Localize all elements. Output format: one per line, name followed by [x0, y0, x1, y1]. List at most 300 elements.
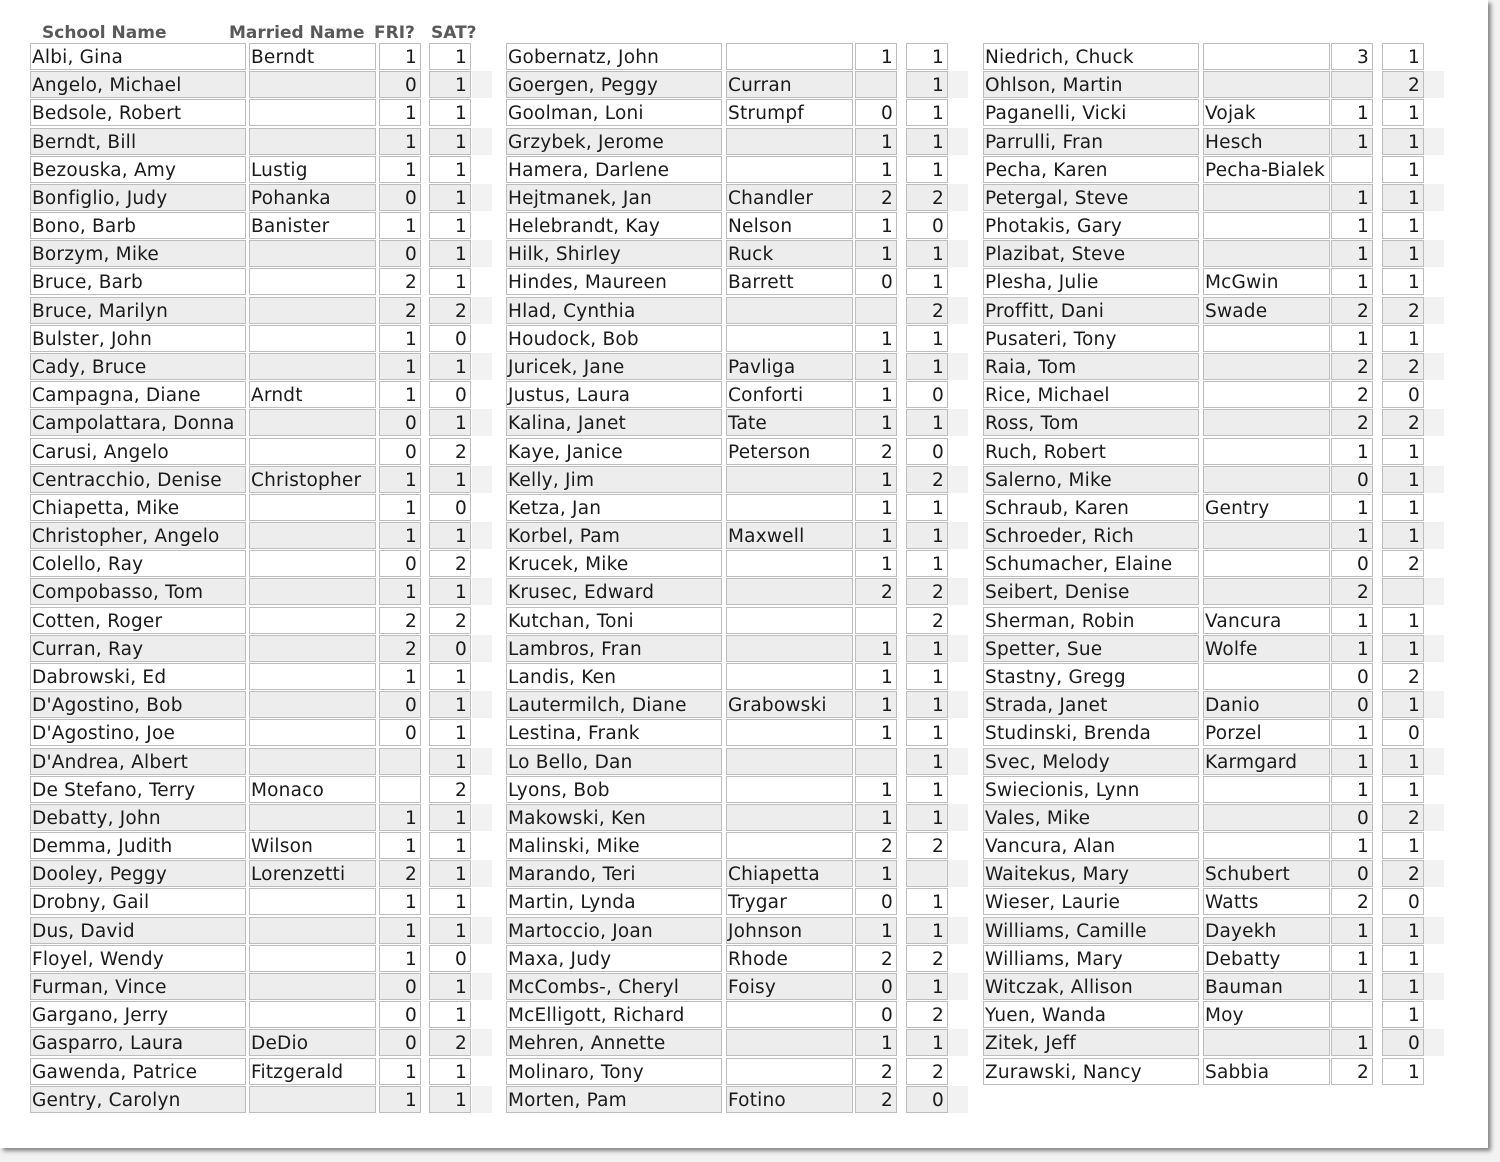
- school-name-cell[interactable]: Parrulli, Fran: [983, 128, 1199, 155]
- fri-count-cell[interactable]: 3: [1331, 43, 1373, 70]
- school-name-cell[interactable]: Hlad, Cynthia: [506, 297, 722, 324]
- fri-count-cell[interactable]: 1: [1331, 635, 1373, 662]
- sat-count-cell[interactable]: 2: [1382, 71, 1424, 98]
- school-name-cell[interactable]: Schroeder, Rich: [983, 522, 1199, 549]
- married-name-cell[interactable]: [1203, 353, 1330, 380]
- sat-count-cell[interactable]: 1: [1382, 268, 1424, 295]
- fri-count-cell[interactable]: 0: [855, 1001, 897, 1028]
- fri-count-cell[interactable]: 2: [379, 607, 421, 634]
- school-name-cell[interactable]: Martin, Lynda: [506, 888, 722, 915]
- fri-count-cell[interactable]: [855, 297, 897, 324]
- school-name-cell[interactable]: Studinski, Brenda: [983, 719, 1199, 746]
- sat-count-cell[interactable]: 1: [429, 973, 471, 1000]
- fri-count-cell[interactable]: 1: [379, 1058, 421, 1085]
- school-name-cell[interactable]: Dooley, Peggy: [30, 860, 246, 887]
- sat-count-cell[interactable]: 1: [429, 71, 471, 98]
- fri-count-cell[interactable]: 1: [379, 804, 421, 831]
- fri-count-cell[interactable]: 2: [1331, 409, 1373, 436]
- fri-count-cell[interactable]: 1: [855, 663, 897, 690]
- fri-count-cell[interactable]: 1: [1331, 917, 1373, 944]
- school-name-cell[interactable]: Niedrich, Chuck: [983, 43, 1199, 70]
- fri-count-cell[interactable]: 1: [379, 212, 421, 239]
- sat-count-cell[interactable]: 2: [1382, 297, 1424, 324]
- sat-count-cell[interactable]: 1: [1382, 522, 1424, 549]
- sat-count-cell[interactable]: 2: [906, 1058, 948, 1085]
- school-name-cell[interactable]: Gawenda, Patrice: [30, 1058, 246, 1085]
- married-name-cell[interactable]: Monaco: [249, 776, 376, 803]
- married-name-cell[interactable]: [249, 748, 376, 775]
- sat-count-cell[interactable]: 0: [1382, 719, 1424, 746]
- school-name-cell[interactable]: Campolattara, Donna: [30, 409, 246, 436]
- school-name-cell[interactable]: Raia, Tom: [983, 353, 1199, 380]
- married-name-cell[interactable]: Wilson: [249, 832, 376, 859]
- school-name-cell[interactable]: Plesha, Julie: [983, 268, 1199, 295]
- school-name-cell[interactable]: Landis, Ken: [506, 663, 722, 690]
- sat-count-cell[interactable]: 1: [1382, 1058, 1424, 1085]
- sat-count-cell[interactable]: 1: [1382, 184, 1424, 211]
- fri-count-cell[interactable]: 0: [379, 719, 421, 746]
- fri-count-cell[interactable]: 1: [855, 240, 897, 267]
- fri-count-cell[interactable]: 0: [379, 1029, 421, 1056]
- fri-count-cell[interactable]: 1: [855, 494, 897, 521]
- sat-count-cell[interactable]: 1: [1382, 99, 1424, 126]
- sat-count-cell[interactable]: 0: [906, 438, 948, 465]
- married-name-cell[interactable]: Rhode: [726, 945, 853, 972]
- fri-count-cell[interactable]: [1331, 71, 1373, 98]
- fri-count-cell[interactable]: 1: [855, 804, 897, 831]
- school-name-cell[interactable]: Hamera, Darlene: [506, 156, 722, 183]
- married-name-cell[interactable]: Banister: [249, 212, 376, 239]
- fri-count-cell[interactable]: 1: [379, 325, 421, 352]
- married-name-cell[interactable]: [726, 1058, 853, 1085]
- married-name-cell[interactable]: Arndt: [249, 381, 376, 408]
- sat-count-cell[interactable]: 1: [429, 1086, 471, 1113]
- fri-count-cell[interactable]: 1: [855, 719, 897, 746]
- school-name-cell[interactable]: Bezouska, Amy: [30, 156, 246, 183]
- sat-count-cell[interactable]: 0: [906, 212, 948, 239]
- school-name-cell[interactable]: Dabrowski, Ed: [30, 663, 246, 690]
- school-name-cell[interactable]: Compobasso, Tom: [30, 578, 246, 605]
- married-name-cell[interactable]: Wolfe: [1203, 635, 1330, 662]
- fri-count-cell[interactable]: 1: [1331, 973, 1373, 1000]
- married-name-cell[interactable]: [726, 1029, 853, 1056]
- school-name-cell[interactable]: Gargano, Jerry: [30, 1001, 246, 1028]
- school-name-cell[interactable]: Dus, David: [30, 917, 246, 944]
- sat-count-cell[interactable]: 0: [429, 635, 471, 662]
- school-name-cell[interactable]: Stastny, Gregg: [983, 663, 1199, 690]
- married-name-cell[interactable]: [726, 466, 853, 493]
- sat-count-cell[interactable]: 1: [906, 776, 948, 803]
- sat-count-cell[interactable]: 2: [1382, 409, 1424, 436]
- school-name-cell[interactable]: Krusec, Edward: [506, 578, 722, 605]
- school-name-cell[interactable]: Cady, Bruce: [30, 353, 246, 380]
- fri-count-cell[interactable]: 2: [1331, 888, 1373, 915]
- fri-count-cell[interactable]: 1: [855, 409, 897, 436]
- married-name-cell[interactable]: Lorenzetti: [249, 860, 376, 887]
- sat-count-cell[interactable]: 1: [906, 635, 948, 662]
- sat-count-cell[interactable]: 1: [906, 99, 948, 126]
- fri-count-cell[interactable]: 0: [379, 71, 421, 98]
- married-name-cell[interactable]: Fitzgerald: [249, 1058, 376, 1085]
- school-name-cell[interactable]: Justus, Laura: [506, 381, 722, 408]
- fri-count-cell[interactable]: 1: [1331, 719, 1373, 746]
- sat-count-cell[interactable]: 1: [906, 353, 948, 380]
- married-name-cell[interactable]: [1203, 409, 1330, 436]
- school-name-cell[interactable]: Kalina, Janet: [506, 409, 722, 436]
- married-name-cell[interactable]: [726, 832, 853, 859]
- sat-count-cell[interactable]: 0: [429, 945, 471, 972]
- married-name-cell[interactable]: [249, 240, 376, 267]
- sat-count-cell[interactable]: 2: [429, 776, 471, 803]
- school-name-cell[interactable]: Martoccio, Joan: [506, 917, 722, 944]
- school-name-cell[interactable]: Molinaro, Tony: [506, 1058, 722, 1085]
- married-name-cell[interactable]: [1203, 438, 1330, 465]
- school-name-cell[interactable]: Cotten, Roger: [30, 607, 246, 634]
- married-name-cell[interactable]: [1203, 804, 1330, 831]
- married-name-cell[interactable]: Watts: [1203, 888, 1330, 915]
- fri-count-cell[interactable]: 1: [379, 43, 421, 70]
- married-name-cell[interactable]: [249, 550, 376, 577]
- married-name-cell[interactable]: [249, 268, 376, 295]
- school-name-cell[interactable]: Plazibat, Steve: [983, 240, 1199, 267]
- married-name-cell[interactable]: Trygar: [726, 888, 853, 915]
- married-name-cell[interactable]: [249, 1001, 376, 1028]
- school-name-cell[interactable]: Malinski, Mike: [506, 832, 722, 859]
- fri-count-cell[interactable]: 0: [1331, 860, 1373, 887]
- fri-count-cell[interactable]: 0: [855, 888, 897, 915]
- married-name-cell[interactable]: [726, 43, 853, 70]
- fri-count-cell[interactable]: 2: [855, 1086, 897, 1113]
- fri-count-cell[interactable]: 0: [1331, 691, 1373, 718]
- fri-count-cell[interactable]: 1: [379, 381, 421, 408]
- married-name-cell[interactable]: [1203, 663, 1330, 690]
- married-name-cell[interactable]: [249, 494, 376, 521]
- married-name-cell[interactable]: [249, 128, 376, 155]
- fri-count-cell[interactable]: 1: [855, 1029, 897, 1056]
- school-name-cell[interactable]: D'Andrea, Albert: [30, 748, 246, 775]
- married-name-cell[interactable]: [249, 71, 376, 98]
- married-name-cell[interactable]: Berndt: [249, 43, 376, 70]
- married-name-cell[interactable]: Lustig: [249, 156, 376, 183]
- sat-count-cell[interactable]: 2: [429, 607, 471, 634]
- school-name-cell[interactable]: Gasparro, Laura: [30, 1029, 246, 1056]
- sat-count-cell[interactable]: 1: [429, 156, 471, 183]
- sat-count-cell[interactable]: [1382, 578, 1424, 605]
- married-name-cell[interactable]: [249, 663, 376, 690]
- school-name-cell[interactable]: Bulster, John: [30, 325, 246, 352]
- married-name-cell[interactable]: [1203, 43, 1330, 70]
- sat-count-cell[interactable]: 2: [1382, 663, 1424, 690]
- sat-count-cell[interactable]: 0: [906, 1086, 948, 1113]
- school-name-cell[interactable]: Kelly, Jim: [506, 466, 722, 493]
- sat-count-cell[interactable]: 1: [906, 663, 948, 690]
- school-name-cell[interactable]: Christopher, Angelo: [30, 522, 246, 549]
- school-name-cell[interactable]: Ohlson, Martin: [983, 71, 1199, 98]
- sat-count-cell[interactable]: 1: [1382, 156, 1424, 183]
- fri-count-cell[interactable]: [1331, 1001, 1373, 1028]
- sat-count-cell[interactable]: 1: [429, 212, 471, 239]
- school-name-cell[interactable]: Korbel, Pam: [506, 522, 722, 549]
- sat-count-cell[interactable]: 1: [429, 832, 471, 859]
- fri-count-cell[interactable]: 1: [855, 522, 897, 549]
- fri-count-cell[interactable]: 0: [379, 438, 421, 465]
- school-name-cell[interactable]: Salerno, Mike: [983, 466, 1199, 493]
- school-name-cell[interactable]: Houdock, Bob: [506, 325, 722, 352]
- school-name-cell[interactable]: Yuen, Wanda: [983, 1001, 1199, 1028]
- sat-count-cell[interactable]: 0: [1382, 888, 1424, 915]
- married-name-cell[interactable]: [249, 635, 376, 662]
- sat-count-cell[interactable]: 0: [429, 494, 471, 521]
- fri-count-cell[interactable]: 2: [379, 268, 421, 295]
- sat-count-cell[interactable]: 1: [906, 973, 948, 1000]
- school-name-cell[interactable]: Juricek, Jane: [506, 353, 722, 380]
- fri-count-cell[interactable]: 1: [1331, 325, 1373, 352]
- fri-count-cell[interactable]: 2: [855, 945, 897, 972]
- fri-count-cell[interactable]: [855, 607, 897, 634]
- married-name-cell[interactable]: Pecha-Bialek: [1203, 156, 1330, 183]
- school-name-cell[interactable]: De Stefano, Terry: [30, 776, 246, 803]
- sat-count-cell[interactable]: 2: [906, 832, 948, 859]
- school-name-cell[interactable]: Angelo, Michael: [30, 71, 246, 98]
- married-name-cell[interactable]: [249, 719, 376, 746]
- sat-count-cell[interactable]: 1: [429, 353, 471, 380]
- fri-count-cell[interactable]: 0: [1331, 466, 1373, 493]
- fri-count-cell[interactable]: 1: [1331, 494, 1373, 521]
- fri-count-cell[interactable]: 1: [379, 888, 421, 915]
- married-name-cell[interactable]: [1203, 466, 1330, 493]
- sat-count-cell[interactable]: 2: [906, 607, 948, 634]
- sat-count-cell[interactable]: 2: [906, 1001, 948, 1028]
- sat-count-cell[interactable]: 1: [1382, 945, 1424, 972]
- sat-count-cell[interactable]: 0: [906, 381, 948, 408]
- school-name-cell[interactable]: Zitek, Jeff: [983, 1029, 1199, 1056]
- sat-count-cell[interactable]: 1: [906, 156, 948, 183]
- fri-count-cell[interactable]: 1: [379, 466, 421, 493]
- married-name-cell[interactable]: [1203, 212, 1330, 239]
- married-name-cell[interactable]: Peterson: [726, 438, 853, 465]
- school-name-cell[interactable]: Schumacher, Elaine: [983, 550, 1199, 577]
- married-name-cell[interactable]: Danio: [1203, 691, 1330, 718]
- school-name-cell[interactable]: Svec, Melody: [983, 748, 1199, 775]
- married-name-cell[interactable]: Foisy: [726, 973, 853, 1000]
- sat-count-cell[interactable]: 1: [1382, 607, 1424, 634]
- school-name-cell[interactable]: Williams, Camille: [983, 917, 1199, 944]
- sat-count-cell[interactable]: 1: [429, 663, 471, 690]
- school-name-cell[interactable]: Drobny, Gail: [30, 888, 246, 915]
- school-name-cell[interactable]: Demma, Judith: [30, 832, 246, 859]
- school-name-cell[interactable]: Furman, Vince: [30, 973, 246, 1000]
- fri-count-cell[interactable]: 0: [855, 268, 897, 295]
- married-name-cell[interactable]: Fotino: [726, 1086, 853, 1113]
- married-name-cell[interactable]: [1203, 184, 1330, 211]
- sat-count-cell[interactable]: 1: [429, 522, 471, 549]
- sat-count-cell[interactable]: 1: [1382, 212, 1424, 239]
- fri-count-cell[interactable]: 2: [1331, 353, 1373, 380]
- fri-count-cell[interactable]: 1: [379, 353, 421, 380]
- school-name-cell[interactable]: Witczak, Allison: [983, 973, 1199, 1000]
- school-name-cell[interactable]: Kaye, Janice: [506, 438, 722, 465]
- fri-count-cell[interactable]: 1: [1331, 945, 1373, 972]
- fri-count-cell[interactable]: 2: [855, 438, 897, 465]
- school-name-cell[interactable]: Debatty, John: [30, 804, 246, 831]
- sat-count-cell[interactable]: 1: [429, 240, 471, 267]
- fri-count-cell[interactable]: 0: [379, 1001, 421, 1028]
- married-name-cell[interactable]: [1203, 71, 1330, 98]
- school-name-cell[interactable]: McCombs-, Cheryl: [506, 973, 722, 1000]
- school-name-cell[interactable]: Centracchio, Denise: [30, 466, 246, 493]
- married-name-cell[interactable]: [726, 748, 853, 775]
- school-name-cell[interactable]: Pusateri, Tony: [983, 325, 1199, 352]
- sat-count-cell[interactable]: [906, 860, 948, 887]
- sat-count-cell[interactable]: 2: [906, 466, 948, 493]
- married-name-cell[interactable]: [1203, 325, 1330, 352]
- sat-count-cell[interactable]: 2: [429, 297, 471, 324]
- fri-count-cell[interactable]: 0: [1331, 804, 1373, 831]
- school-name-cell[interactable]: Goolman, Loni: [506, 99, 722, 126]
- married-name-cell[interactable]: [726, 1001, 853, 1028]
- married-name-cell[interactable]: [249, 691, 376, 718]
- sat-count-cell[interactable]: 0: [1382, 1029, 1424, 1056]
- fri-count-cell[interactable]: 1: [379, 917, 421, 944]
- school-name-cell[interactable]: Bono, Barb: [30, 212, 246, 239]
- school-name-cell[interactable]: D'Agostino, Bob: [30, 691, 246, 718]
- married-name-cell[interactable]: [726, 156, 853, 183]
- fri-count-cell[interactable]: 1: [855, 691, 897, 718]
- school-name-cell[interactable]: McElligott, Richard: [506, 1001, 722, 1028]
- sat-count-cell[interactable]: 1: [1382, 43, 1424, 70]
- sat-count-cell[interactable]: 1: [906, 917, 948, 944]
- school-name-cell[interactable]: Floyel, Wendy: [30, 945, 246, 972]
- fri-count-cell[interactable]: 1: [855, 128, 897, 155]
- fri-count-cell[interactable]: 2: [1331, 1058, 1373, 1085]
- school-name-cell[interactable]: Spetter, Sue: [983, 635, 1199, 662]
- sat-count-cell[interactable]: 1: [906, 888, 948, 915]
- married-name-cell[interactable]: [726, 635, 853, 662]
- sat-count-cell[interactable]: 1: [1382, 748, 1424, 775]
- school-name-cell[interactable]: Chiapetta, Mike: [30, 494, 246, 521]
- sat-count-cell[interactable]: 1: [906, 128, 948, 155]
- sat-count-cell[interactable]: 2: [906, 578, 948, 605]
- sat-count-cell[interactable]: 1: [429, 578, 471, 605]
- fri-count-cell[interactable]: 1: [379, 128, 421, 155]
- fri-count-cell[interactable]: 1: [855, 212, 897, 239]
- married-name-cell[interactable]: McGwin: [1203, 268, 1330, 295]
- sat-count-cell[interactable]: 2: [1382, 353, 1424, 380]
- school-name-cell[interactable]: Bedsole, Robert: [30, 99, 246, 126]
- married-name-cell[interactable]: Christopher: [249, 466, 376, 493]
- fri-count-cell[interactable]: 1: [379, 663, 421, 690]
- married-name-cell[interactable]: Johnson: [726, 917, 853, 944]
- married-name-cell[interactable]: Grabowski: [726, 691, 853, 718]
- married-name-cell[interactable]: Hesch: [1203, 128, 1330, 155]
- school-name-cell[interactable]: Zurawski, Nancy: [983, 1058, 1199, 1085]
- married-name-cell[interactable]: Moy: [1203, 1001, 1330, 1028]
- school-name-cell[interactable]: Sherman, Robin: [983, 607, 1199, 634]
- fri-count-cell[interactable]: 1: [1331, 607, 1373, 634]
- married-name-cell[interactable]: Chiapetta: [726, 860, 853, 887]
- fri-count-cell[interactable]: 0: [379, 184, 421, 211]
- sat-count-cell[interactable]: 2: [429, 438, 471, 465]
- fri-count-cell[interactable]: 1: [379, 156, 421, 183]
- sat-count-cell[interactable]: 1: [1382, 494, 1424, 521]
- sat-count-cell[interactable]: 2: [1382, 860, 1424, 887]
- sat-count-cell[interactable]: 1: [1382, 832, 1424, 859]
- fri-count-cell[interactable]: 2: [379, 297, 421, 324]
- sat-count-cell[interactable]: 1: [906, 240, 948, 267]
- sat-count-cell[interactable]: 1: [429, 99, 471, 126]
- sat-count-cell[interactable]: 1: [1382, 1001, 1424, 1028]
- married-name-cell[interactable]: Pavliga: [726, 353, 853, 380]
- sat-count-cell[interactable]: 2: [906, 184, 948, 211]
- school-name-cell[interactable]: Lyons, Bob: [506, 776, 722, 803]
- married-name-cell[interactable]: Conforti: [726, 381, 853, 408]
- school-name-cell[interactable]: Gentry, Carolyn: [30, 1086, 246, 1113]
- school-name-cell[interactable]: Grzybek, Jerome: [506, 128, 722, 155]
- fri-count-cell[interactable]: 1: [855, 860, 897, 887]
- married-name-cell[interactable]: [249, 917, 376, 944]
- school-name-cell[interactable]: Hejtmanek, Jan: [506, 184, 722, 211]
- school-name-cell[interactable]: Kutchan, Toni: [506, 607, 722, 634]
- married-name-cell[interactable]: [1203, 832, 1330, 859]
- school-name-cell[interactable]: Helebrandt, Kay: [506, 212, 722, 239]
- married-name-cell[interactable]: [249, 888, 376, 915]
- fri-count-cell[interactable]: 2: [855, 1058, 897, 1085]
- fri-count-cell[interactable]: 1: [855, 776, 897, 803]
- sat-count-cell[interactable]: 1: [429, 1001, 471, 1028]
- married-name-cell[interactable]: Curran: [726, 71, 853, 98]
- sat-count-cell[interactable]: 1: [1382, 438, 1424, 465]
- school-name-cell[interactable]: D'Agostino, Joe: [30, 719, 246, 746]
- fri-count-cell[interactable]: 1: [1331, 184, 1373, 211]
- married-name-cell[interactable]: Debatty: [1203, 945, 1330, 972]
- fri-count-cell[interactable]: 1: [1331, 438, 1373, 465]
- fri-count-cell[interactable]: 1: [855, 550, 897, 577]
- sat-count-cell[interactable]: 1: [1382, 325, 1424, 352]
- married-name-cell[interactable]: [1203, 240, 1330, 267]
- married-name-cell[interactable]: [726, 719, 853, 746]
- married-name-cell[interactable]: Nelson: [726, 212, 853, 239]
- married-name-cell[interactable]: [249, 297, 376, 324]
- fri-count-cell[interactable]: 1: [855, 381, 897, 408]
- married-name-cell[interactable]: Vojak: [1203, 99, 1330, 126]
- sat-count-cell[interactable]: 0: [429, 381, 471, 408]
- sat-count-cell[interactable]: 1: [906, 522, 948, 549]
- married-name-cell[interactable]: Bauman: [1203, 973, 1330, 1000]
- married-name-cell[interactable]: [249, 353, 376, 380]
- married-name-cell[interactable]: [249, 804, 376, 831]
- school-name-cell[interactable]: Bruce, Marilyn: [30, 297, 246, 324]
- married-name-cell[interactable]: [726, 663, 853, 690]
- married-name-cell[interactable]: [249, 945, 376, 972]
- school-name-cell[interactable]: Strada, Janet: [983, 691, 1199, 718]
- school-name-cell[interactable]: Marando, Teri: [506, 860, 722, 887]
- school-name-cell[interactable]: Schraub, Karen: [983, 494, 1199, 521]
- sat-count-cell[interactable]: 1: [906, 409, 948, 436]
- married-name-cell[interactable]: [1203, 550, 1330, 577]
- fri-count-cell[interactable]: 1: [855, 353, 897, 380]
- married-name-cell[interactable]: [726, 494, 853, 521]
- sat-count-cell[interactable]: 1: [906, 550, 948, 577]
- sat-count-cell[interactable]: 1: [1382, 240, 1424, 267]
- school-name-cell[interactable]: Seibert, Denise: [983, 578, 1199, 605]
- fri-count-cell[interactable]: 0: [1331, 550, 1373, 577]
- sat-count-cell[interactable]: 1: [429, 128, 471, 155]
- fri-count-cell[interactable]: 2: [855, 832, 897, 859]
- married-name-cell[interactable]: [249, 325, 376, 352]
- school-name-cell[interactable]: Ross, Tom: [983, 409, 1199, 436]
- married-name-cell[interactable]: [249, 409, 376, 436]
- school-name-cell[interactable]: Williams, Mary: [983, 945, 1199, 972]
